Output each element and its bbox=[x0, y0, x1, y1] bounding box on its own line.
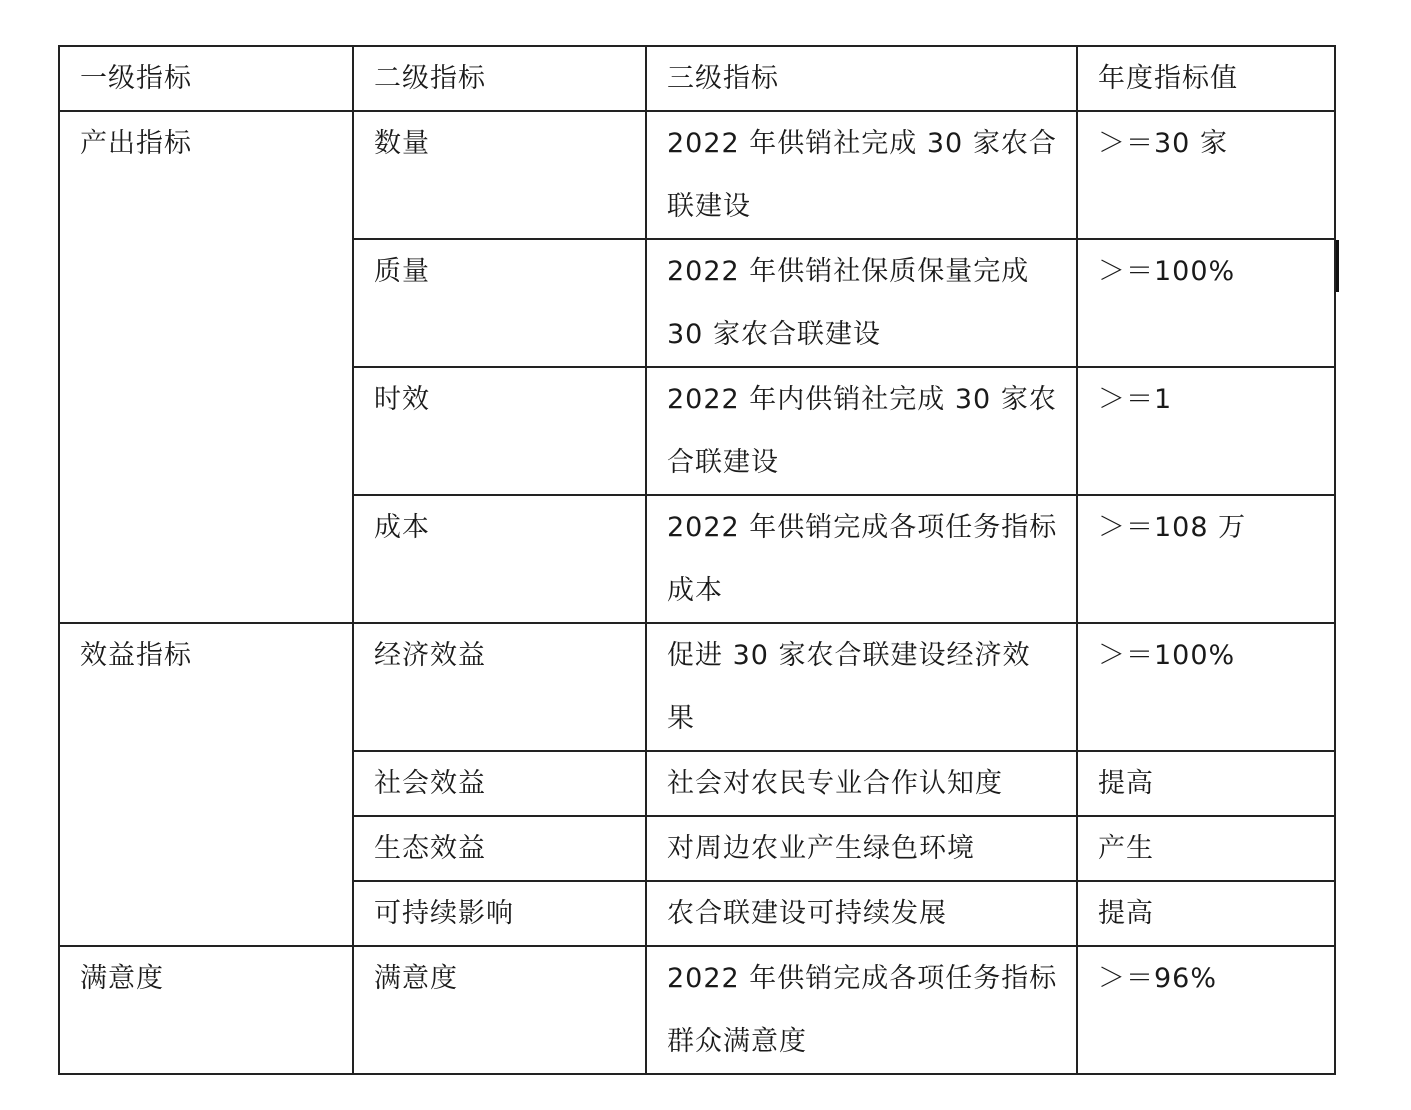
level1-cell: 效益指标 bbox=[59, 623, 353, 946]
level3-cell: 农合联建设可持续发展 bbox=[646, 881, 1077, 946]
level3-cell: 2022 年内供销社完成 30 家农合联建设 bbox=[646, 367, 1077, 495]
table-row bbox=[59, 623, 1335, 751]
value-cell: ＞＝96% bbox=[1077, 946, 1335, 1074]
value-cell: ＞＝1 bbox=[1077, 367, 1335, 495]
value-cell: 产生 bbox=[1077, 816, 1335, 881]
level3-cell: 2022 年供销社完成 30 家农合联建设 bbox=[646, 111, 1077, 239]
value-cell: 提高 bbox=[1077, 881, 1335, 946]
header-level3: 三级指标 bbox=[646, 46, 1077, 111]
value-cell: ＞＝100% bbox=[1077, 239, 1335, 367]
level3-cell: 促进 30 家农合联建设经济效果 bbox=[646, 623, 1077, 751]
level1-cell: 满意度 bbox=[59, 946, 353, 1074]
level2-cell: 经济效益 bbox=[353, 623, 646, 751]
level3-cell: 2022 年供销完成各项任务指标成本 bbox=[646, 495, 1077, 623]
table-row bbox=[59, 946, 1335, 1074]
level2-cell: 成本 bbox=[353, 495, 646, 623]
level2-cell: 数量 bbox=[353, 111, 646, 239]
table-row bbox=[59, 111, 1335, 239]
value-cell: ＞＝100% bbox=[1077, 623, 1335, 751]
level2-cell: 生态效益 bbox=[353, 816, 646, 881]
performance-indicator-table bbox=[58, 45, 1336, 1075]
value-cell: ＞＝108 万 bbox=[1077, 495, 1335, 623]
value-cell: ＞＝30 家 bbox=[1077, 111, 1335, 239]
table-header-row bbox=[59, 46, 1335, 111]
level2-cell: 满意度 bbox=[353, 946, 646, 1074]
level3-cell: 2022 年供销社保质保量完成 30 家农合联建设 bbox=[646, 239, 1077, 367]
level2-cell: 社会效益 bbox=[353, 751, 646, 816]
level2-cell: 质量 bbox=[353, 239, 646, 367]
level2-cell: 时效 bbox=[353, 367, 646, 495]
header-level1: 一级指标 bbox=[59, 46, 353, 111]
text-cursor-mark bbox=[1336, 240, 1339, 292]
level3-cell: 2022 年供销完成各项任务指标群众满意度 bbox=[646, 946, 1077, 1074]
header-annual-value: 年度指标值 bbox=[1077, 46, 1335, 111]
level2-cell: 可持续影响 bbox=[353, 881, 646, 946]
value-cell: 提高 bbox=[1077, 751, 1335, 816]
header-level2: 二级指标 bbox=[353, 46, 646, 111]
level3-cell: 对周边农业产生绿色环境 bbox=[646, 816, 1077, 881]
level1-cell: 产出指标 bbox=[59, 111, 353, 623]
level3-cell: 社会对农民专业合作认知度 bbox=[646, 751, 1077, 816]
